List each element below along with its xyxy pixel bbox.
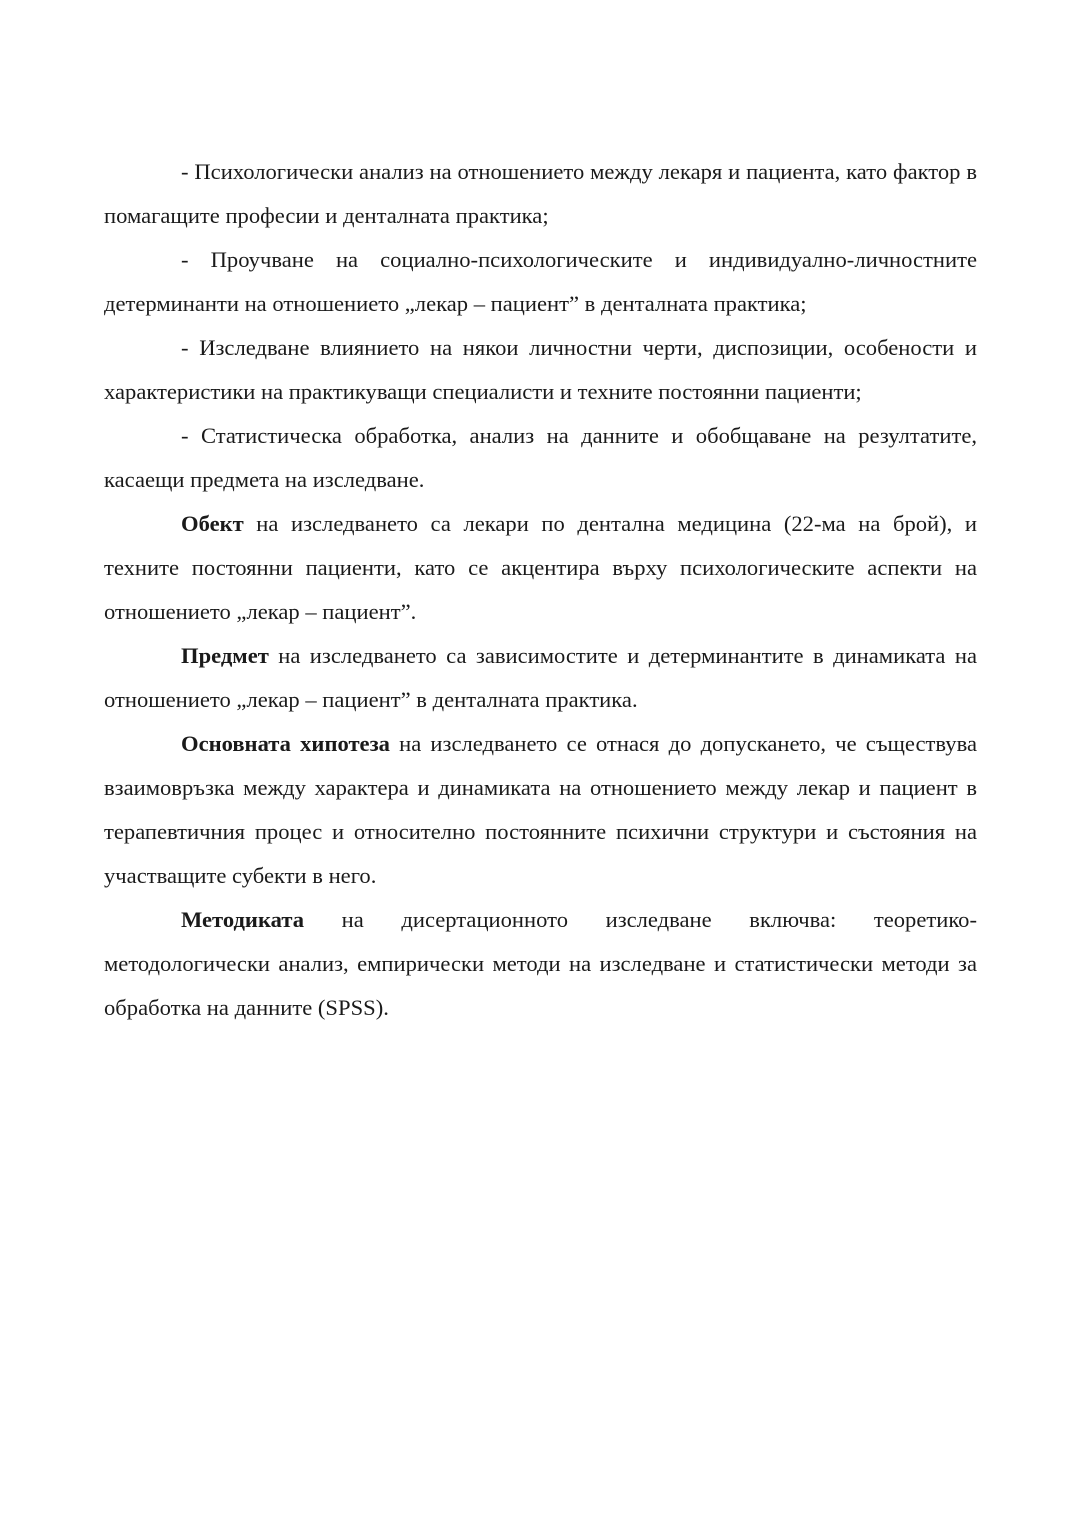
paragraph-text: на дисертационното изследване включва: теоретико-методологически анализ, емпирически методи на изследване и статистически методи за обработка на данните (SPSS). — [104, 907, 977, 1020]
document-page — [104, 150, 977, 1030]
research-object-paragraph — [104, 502, 977, 634]
paragraph-text: на изследването са лекари по дентална медицина (22-ма на брой), и техните постоянни пациенти, като се акцентира върху психологическите аспекти на отношението „лекар – пациент”. — [104, 511, 977, 624]
task-statistical-processing — [104, 414, 977, 502]
paragraph-lead-term: Обект — [181, 511, 244, 536]
paragraph-text: - Проучване на социално-психологическите и индивидуално-личностните детерминанти на отношението „лекар – пациент” в денталната практика; — [104, 247, 977, 316]
main-hypothesis-paragraph — [104, 722, 977, 898]
paragraph-text: - Изследване влиянието на някои личностни черти, диспозиции, особености и характеристики на практикуващи специалисти и техните постоянни пациенти; — [104, 335, 977, 404]
paragraph-text: - Психологически анализ на отношението между лекаря и пациента, като фактор в помагащите професии и денталната практика; — [104, 159, 977, 228]
research-subject-paragraph — [104, 634, 977, 722]
paragraph-lead-term: Предмет — [181, 643, 269, 668]
methodology-paragraph — [104, 898, 977, 1030]
paragraph-lead-term: Методиката — [181, 907, 305, 932]
task-psychological-analysis — [104, 150, 977, 238]
paragraph-lead-term: Основната хипотеза — [181, 731, 390, 756]
paragraph-text: - Статистическа обработка, анализ на данните и обобщаване на резултатите, касаещи предмета на изследване. — [104, 423, 977, 492]
paragraph-text: на изследването се отнася до допускането, че съществува взаимовръзка между характера и динамиката на отношението между лекар и пациент в терапевтичния процес и относително постоянните психични структури и състояния на участващите субекти в него. — [104, 731, 977, 888]
paragraph-text: на изследването са зависимостите и детерминантите в динамиката на отношението „лекар – пациент” в денталната практика. — [104, 643, 977, 712]
task-research-influence — [104, 326, 977, 414]
task-study-determinants — [104, 238, 977, 326]
